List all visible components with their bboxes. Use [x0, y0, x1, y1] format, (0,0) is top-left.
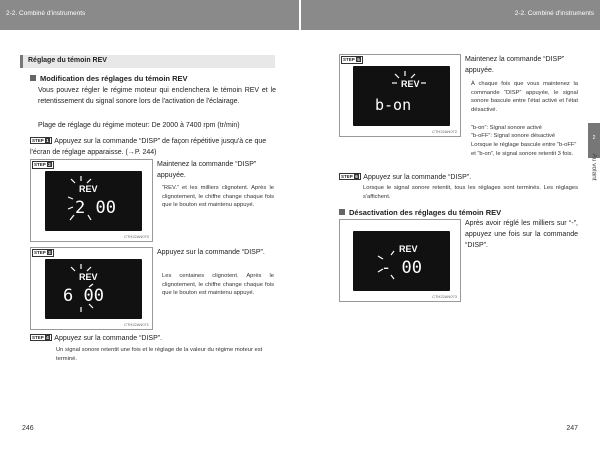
buzzer-off-text: “b-oFF”: Signal sonore désactivé	[471, 133, 556, 139]
lcd-screen-deactivation	[353, 231, 450, 291]
left-header-title: 2-2. Combiné d'instruments	[6, 10, 86, 17]
deactivation-heading	[339, 208, 501, 217]
step-4	[30, 333, 276, 344]
lcd-screen-step-5	[353, 66, 450, 126]
step-1-badge: STEP 1	[30, 137, 52, 144]
display-panel-step-3	[30, 247, 153, 330]
display-panel-step-2	[30, 159, 153, 242]
step-5-instruction: Maintenez la commande “DISP” appuyée.	[465, 56, 565, 74]
lcd-screen-step-2	[45, 171, 142, 231]
page-gutter	[299, 0, 301, 450]
step-3-note: Les centaines clignotent. Après le clignotement, le chiffre change chaque fois que le bouton est maintenu appuyé.	[162, 273, 274, 296]
display-panel-deactivation	[339, 219, 461, 302]
modification-heading	[30, 74, 188, 83]
step-4-note: Un signal sonore retentit une fois et le réglage de la valeur du régime moteur est terminé.	[56, 347, 263, 362]
square-bullet-icon	[30, 75, 36, 81]
step-2-note: “REV.” et les milliers clignotent. Après le clignotement, le chiffre change chaque fois que le bouton est maintenu appuyé.	[162, 185, 274, 208]
step-3-instruction: Appuyez sur la commande “DISP”.	[157, 249, 265, 256]
rev-display-graphic	[45, 259, 142, 319]
figure-code: CTH22AN073	[432, 294, 457, 299]
right-page-header	[300, 0, 600, 30]
right-header-title: 2-2. Combiné d'instruments	[514, 10, 594, 17]
modification-heading-text: Modification des réglages du témoin REV	[40, 74, 188, 83]
square-bullet-icon	[339, 209, 345, 215]
step-2-badge: STEP 2	[32, 161, 54, 169]
left-page-number: 246	[22, 425, 34, 432]
step-6-note: Lorsque le signal sonore retentit, tous les réglages sont terminés. Les réglages s'affichent.	[363, 185, 578, 200]
buzzer-on-text: “b-on”: Signal sonore activé	[471, 125, 542, 131]
left-page-header	[0, 0, 300, 30]
step-6	[339, 172, 579, 183]
rpm-value-text: 2 00	[75, 198, 116, 218]
figure-code: CTH22AN070	[124, 234, 149, 239]
deactivation-heading-text: Désactivation des réglages du témoin REV	[349, 208, 502, 217]
step-3-badge: STEP 3	[32, 249, 54, 257]
rev-display-graphic	[353, 66, 450, 126]
chapter-tab-label: Au volant	[590, 153, 598, 181]
rpm-value-text: 6 00	[63, 286, 104, 306]
step-6-text: Appuyez sur la commande “DISP”.	[363, 174, 472, 181]
step-2-instruction: Maintenez la commande “DISP” appuyée.	[157, 161, 257, 179]
step-1-text: Appuyez sur la commande “DISP” de façon répétitive jusqu'à ce que l'écran de réglage apparaisse. (→P. 244)	[30, 138, 267, 156]
rev-indicator-text: REV	[79, 272, 98, 282]
step-5-note: À chaque fois que vous maintenez la commande “DISP” appuyée, le signal sonore bascule entre l'état activé et l'état désactivé.	[471, 81, 578, 113]
deactivation-paragraph: Après avoir réglé les milliers sur “-”, appuyez une fois sur la commande “DISP”.	[465, 220, 578, 249]
step-4-text: Appuyez sur la commande “DISP”.	[54, 335, 163, 342]
rev-indicator-text: REV	[79, 184, 98, 194]
rev-display-graphic	[45, 171, 142, 231]
modification-paragraph: Vous pouvez régler le régime moteur qui enclenchera le témoin REV et le retentissement du signal sonore lors de l'activation de l'éclairage.	[38, 87, 276, 105]
step-1	[30, 136, 276, 158]
rev-display-graphic	[353, 231, 450, 291]
figure-code: CTH22AN071	[124, 322, 149, 327]
buzzer-toggle-note: Lorsque le réglage bascule entre “b-oFF” et “b-on”, le signal sonore retentit 3 fois.	[471, 142, 577, 157]
rev-indicator-text: REV	[399, 244, 418, 254]
right-page-number: 247	[566, 425, 578, 432]
rev-indicator-text: REV	[401, 79, 420, 89]
rpm-value-text: - 00	[381, 258, 422, 278]
figure-code: CTH22AN072	[432, 129, 457, 134]
lcd-screen-step-3	[45, 259, 142, 319]
display-panel-step-5	[339, 54, 461, 137]
section-title: Réglage du témoin REV	[20, 55, 275, 68]
step-6-badge: STEP 6	[339, 173, 361, 180]
step-5-badge: STEP 5	[341, 56, 363, 64]
buzzer-status-text: b-on	[375, 96, 412, 114]
chapter-tab-number: 2	[592, 135, 596, 141]
step-4-badge: STEP 4	[30, 334, 52, 341]
rpm-range-text: Plage de réglage du régime moteur: De 2000 à 7400 rpm (tr/min)	[38, 122, 240, 129]
